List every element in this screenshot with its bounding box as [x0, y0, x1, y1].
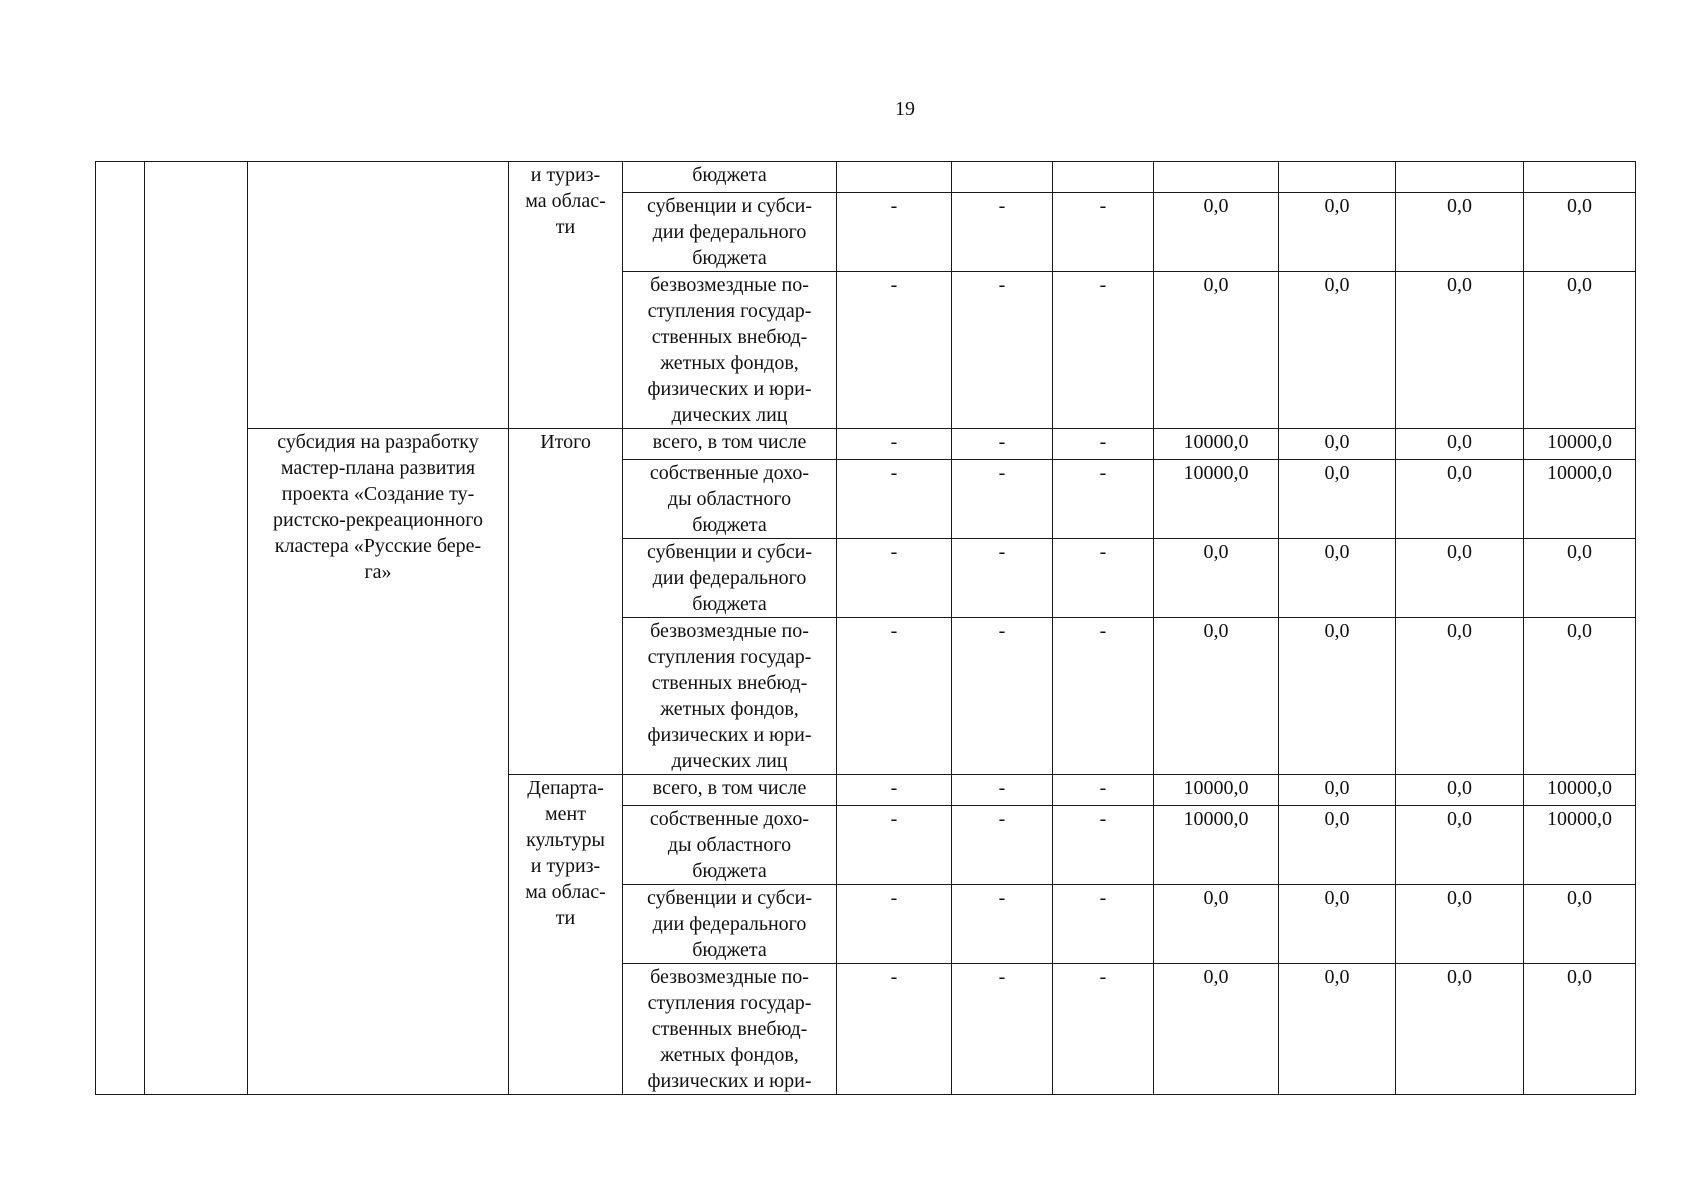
value-cell: -: [952, 193, 1053, 272]
source-cell: всего, в том числе: [623, 775, 837, 806]
value-cell: 0,0: [1279, 806, 1396, 885]
value-cell: 0,0: [1524, 539, 1636, 618]
value-cell: 0,0: [1279, 460, 1396, 539]
value-cell: -: [952, 539, 1053, 618]
value-cell: 0,0: [1279, 272, 1396, 429]
value-cell: -: [952, 964, 1053, 1095]
source-cell: всего, в том числе: [623, 429, 837, 460]
value-cell: -: [837, 618, 952, 775]
measure-cell: субсидия на разработку мастер-плана развития проекта «Создание ту- ристско-рекреационного кластера «Русские бере- га»: [248, 429, 509, 1095]
value-cell: 10000,0: [1154, 429, 1279, 460]
value-cell: [1279, 162, 1396, 193]
value-cell: 0,0: [1279, 775, 1396, 806]
table-row: [96, 162, 1636, 193]
value-cell: [1396, 162, 1524, 193]
value-cell: -: [1053, 806, 1154, 885]
value-cell: -: [1053, 618, 1154, 775]
source-cell: бюджета: [623, 162, 837, 193]
value-cell: 0,0: [1396, 806, 1524, 885]
value-cell: 10000,0: [1154, 806, 1279, 885]
value-cell: -: [837, 806, 952, 885]
value-cell: 0,0: [1279, 429, 1396, 460]
value-cell: -: [837, 460, 952, 539]
value-cell: 0,0: [1396, 272, 1524, 429]
value-cell: -: [1053, 885, 1154, 964]
value-cell: 0,0: [1524, 193, 1636, 272]
value-cell: -: [1053, 193, 1154, 272]
value-cell: 0,0: [1154, 539, 1279, 618]
value-cell: -: [837, 539, 952, 618]
value-cell: -: [1053, 460, 1154, 539]
value-cell: -: [837, 429, 952, 460]
value-cell: -: [837, 964, 952, 1095]
value-cell: [1524, 162, 1636, 193]
value-cell: 0,0: [1279, 964, 1396, 1095]
value-cell: -: [837, 272, 952, 429]
value-cell: 0,0: [1524, 272, 1636, 429]
value-cell: 10000,0: [1154, 460, 1279, 539]
table-row: [96, 429, 1636, 460]
value-cell: 0,0: [1396, 885, 1524, 964]
value-cell: -: [952, 429, 1053, 460]
value-cell: 0,0: [1279, 885, 1396, 964]
value-cell: -: [1053, 429, 1154, 460]
executor-cell: и туриз- ма облас- ти: [509, 162, 623, 429]
value-cell: 0,0: [1524, 885, 1636, 964]
value-cell: 0,0: [1396, 618, 1524, 775]
source-cell: субвенции и субси- дии федерального бюджета: [623, 193, 837, 272]
value-cell: 0,0: [1154, 618, 1279, 775]
value-cell: -: [837, 193, 952, 272]
value-cell: 0,0: [1279, 539, 1396, 618]
budget-table: [95, 161, 1636, 1095]
value-cell: -: [1053, 964, 1154, 1095]
value-cell: -: [952, 460, 1053, 539]
value-cell: 0,0: [1396, 775, 1524, 806]
value-cell: 0,0: [1279, 618, 1396, 775]
value-cell: -: [952, 618, 1053, 775]
value-cell: 0,0: [1396, 460, 1524, 539]
executor-cell: Итого: [509, 429, 623, 775]
value-cell: -: [1053, 775, 1154, 806]
value-cell: [952, 162, 1053, 193]
col-name-cell: [145, 162, 248, 1095]
value-cell: 10000,0: [1524, 429, 1636, 460]
value-cell: -: [952, 806, 1053, 885]
value-cell: 0,0: [1396, 429, 1524, 460]
value-cell: -: [1053, 539, 1154, 618]
value-cell: -: [952, 885, 1053, 964]
executor-cell: Департа- мент культуры и туриз- ма облас- ти: [509, 775, 623, 1095]
value-cell: [837, 162, 952, 193]
source-cell: собственные дохо- ды областного бюджета: [623, 806, 837, 885]
value-cell: -: [952, 272, 1053, 429]
value-cell: 0,0: [1279, 193, 1396, 272]
source-cell: безвозмездные по- ступления государ- ственных внебюд- жетных фондов, физических и юри- дических лиц: [623, 272, 837, 429]
value-cell: -: [837, 775, 952, 806]
value-cell: [1154, 162, 1279, 193]
value-cell: 10000,0: [1524, 806, 1636, 885]
value-cell: 0,0: [1154, 964, 1279, 1095]
value-cell: -: [952, 775, 1053, 806]
measure-cell-empty: [248, 162, 509, 429]
value-cell: 0,0: [1396, 964, 1524, 1095]
value-cell: -: [1053, 272, 1154, 429]
source-cell: безвозмездные по- ступления государ- ственных внебюд- жетных фондов, физических и юри- дических лиц: [623, 618, 837, 775]
value-cell: 0,0: [1154, 272, 1279, 429]
value-cell: 0,0: [1154, 193, 1279, 272]
value-cell: 0,0: [1396, 539, 1524, 618]
value-cell: 10000,0: [1154, 775, 1279, 806]
value-cell: 0,0: [1524, 618, 1636, 775]
value-cell: [1053, 162, 1154, 193]
source-cell: собственные дохо- ды областного бюджета: [623, 460, 837, 539]
value-cell: 0,0: [1524, 964, 1636, 1095]
col-number-cell: [96, 162, 145, 1095]
value-cell: 10000,0: [1524, 460, 1636, 539]
value-cell: 10000,0: [1524, 775, 1636, 806]
value-cell: -: [837, 885, 952, 964]
source-cell: субвенции и субси- дии федерального бюджета: [623, 539, 837, 618]
value-cell: 0,0: [1396, 193, 1524, 272]
page-number: 19: [895, 98, 915, 120]
source-cell: субвенции и субси- дии федерального бюджета: [623, 885, 837, 964]
source-cell: безвозмездные по- ступления государ- ственных внебюд- жетных фондов, физических и юри-: [623, 964, 837, 1095]
value-cell: 0,0: [1154, 885, 1279, 964]
